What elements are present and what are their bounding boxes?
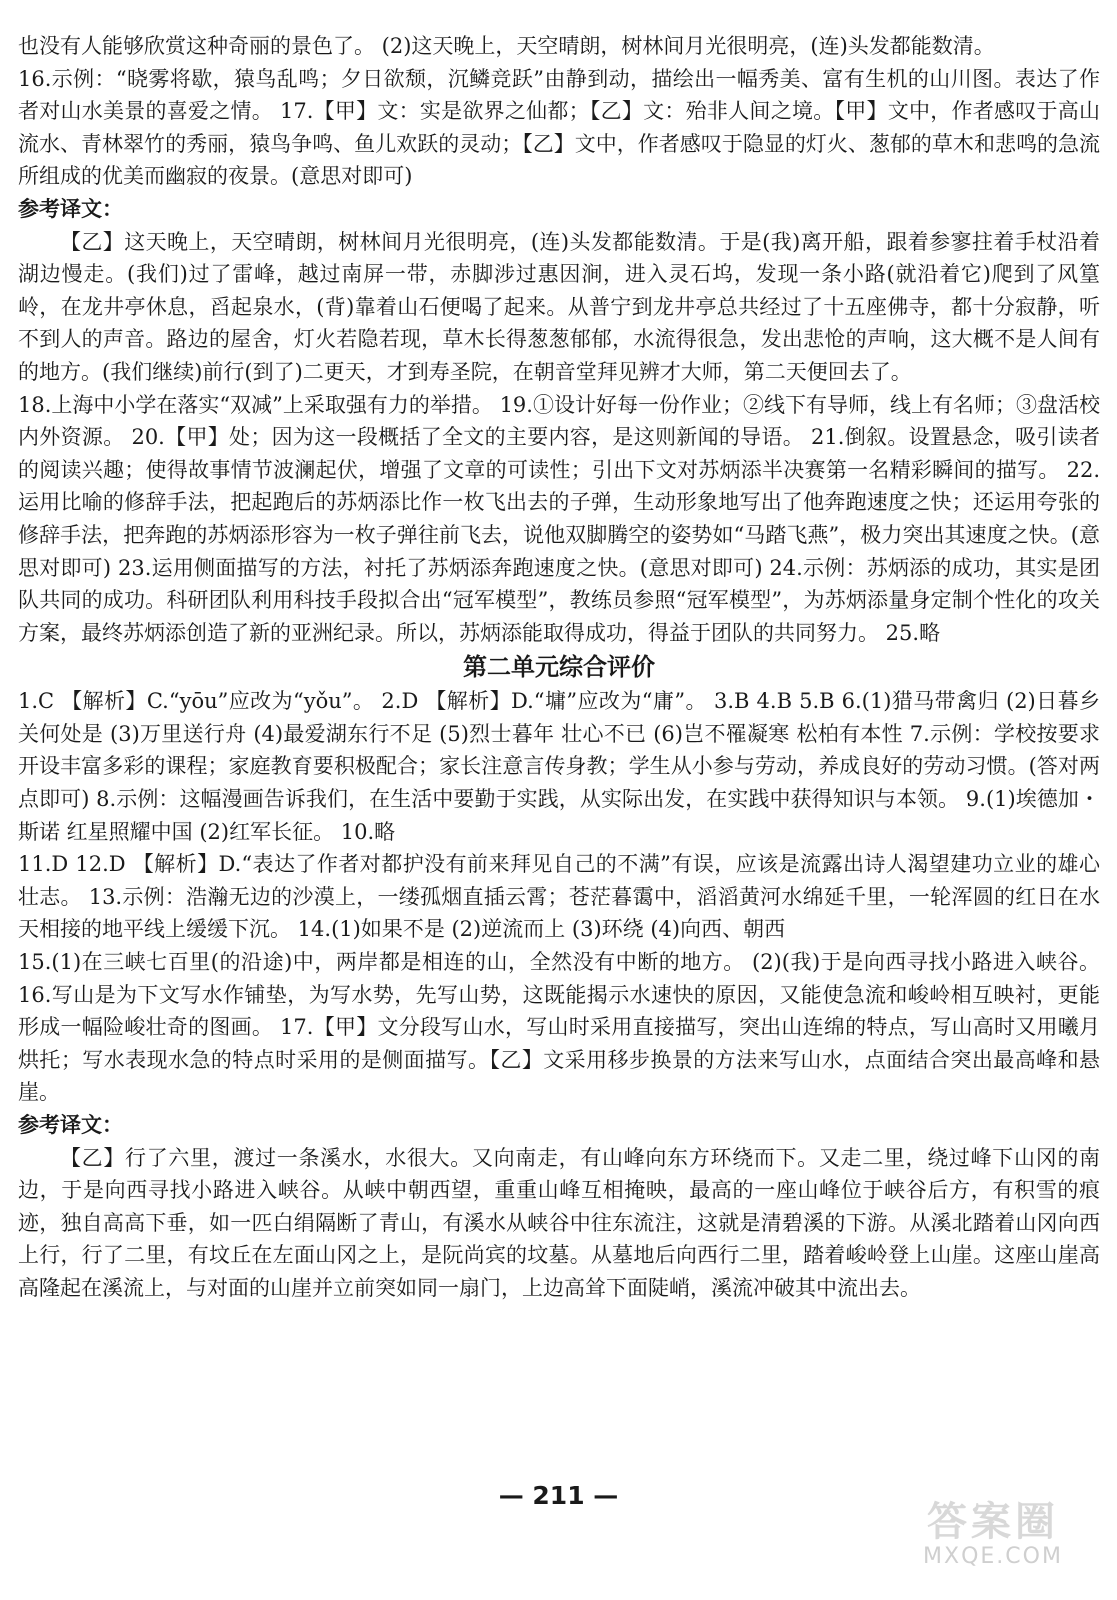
reference-translation-1: 【乙】这天晚上，天空晴朗，树林间月光很明亮，(连)头发都能数清。于是(我)离开船，跟着参寥拄着手杖沿着湖边慢走。(我们)过了雷峰，越过南屏一带，赤脚涉过惠因涧，进入灵石坞，发现一条小路(就沿着它)爬到了风篁岭，在龙井亭休息，舀起泉水，(背)靠着山石便喝了起来。从普宁到龙井亭总共经过了十五座佛寺，都十分寂静，听不到人的声音。路边的屋舍，灯火若隐若现，草木长得葱葱郁郁，水流得很急，发出悲怆的声响，这大概不是人间有的地方。(我们继续)前行(到了)二更天，才到寿圣院，在朝音堂拜见辨才大师，第二天便回去了。 (18, 229, 1100, 384)
paragraph-answers-16-17: 16.示例：“晓雾将歇，猿鸟乱鸣；夕日欲颓，沉鳞竞跃”由静到动，描绘出一幅秀美、富有生机的山川图。表达了作者对山水美景的喜爱之情。 17.【甲】文：实是欲界之仙都；【乙】文：殆非人间之境。【甲】文中，作者感叹于高山流水、青林翠竹的秀丽，猿鸟争鸣、鱼儿欢跃的灵动；【乙】文中，作者感叹于隐显的灯火、葱郁的草木和悲鸣的急流所组成的优美而幽寂的夜景。(意思对即可) (18, 66, 1100, 189)
paragraph-continuation: 也没有人能够欣赏这种奇丽的景色了。 (2)这天晚上，天空晴朗，树林间月光很明亮，(连)头发都能数清。 (18, 34, 995, 58)
reference-translation-label: 参考译文： (18, 195, 123, 221)
paragraph-answers-15-17: 15.(1)在三峡七百里(的沿途)中，两岸都是相连的山，全然没有中断的地方。 (2)(我)于是向西寻找小路进入峡谷。 16.写山是为下文写水作铺垫，为写水势，先写山势，这既能揭示水速快的原因，又能使急流和峻岭相互映衬，更能形成一幅险峻壮奇的图画。 17.【甲】文分段写山水，写山时采用直接描写，突出山连绵的特点，写山高时又用曦月烘托；写水表现水急的特点时采用的是侧面描写。【乙】文采用移步换景的方法来写山水，点面结合突出最高峰和悬崖。 (18, 950, 1100, 1105)
reference-translation-label-2: 参考译文： (18, 1112, 123, 1137)
section-heading: 第二单元综合评价 (463, 653, 655, 682)
page-number: — 211 — (498, 1481, 619, 1510)
watermark-url: MXQE.COM (923, 1544, 1063, 1569)
answer-page (18, 30, 1100, 1305)
paragraph-answers-1-10: 1.C 【解析】C.“yōu”应改为“yǒu”。 2.D 【解析】D.“墉”应改为“庸”。 3.B 4.B 5.B 6.(1)猎马带禽归 (2)日暮乡关何处是 (3)万里送行舟 (4)最爱湖东行不足 (5)烈士暮年 壮心不已 (6)岂不罹凝寒 松柏有本性 7.示例：学校按要求开设丰富多彩的课程；家庭教育要积极配合；家长注意言传身教；学生从小参与劳动，养成良好的劳动习惯。(答对两点即可) 8.示例：这幅漫画告诉我们，在生活中要勤于实践，从实际出发，在实践中获得知识与本领。 9.(1)埃德加・斯诺 红星照耀中国 (2)红军长征。 10.略 (18, 689, 1100, 844)
reference-translation-2: 【乙】行了六里，渡过一条溪水，水很大。又向南走，有山峰向东方环绕而下。又走二里，绕过峰下山冈的南边，于是向西寻找小路进入峡谷。从峡中朝西望，重重山峰互相掩映，最高的一座山峰位于峡谷后方，有积雪的痕迹，独自高高下垂，如一匹白绢隔断了青山，有溪水从峡谷中往东流注，这就是清碧溪的下游。从溪北踏着山冈向西上行，行了二里，有坟丘在左面山冈之上，是阮尚宾的坟墓。从墓地后向西行二里，踏着峻岭登上山崖。这座山崖高高隆起在溪流上，与对面的山崖并立前突如同一扇门，上边高耸下面陡峭，溪流冲破其中流出去。 (18, 1145, 1100, 1300)
watermark (893, 1500, 1093, 1580)
paragraph-answers-11-14: 11.D 12.D 【解析】D.“表达了作者对都护没有前来拜见自己的不满”有误，应该是流露出诗人渴望建功立业的雄心壮志。 13.示例：浩瀚无边的沙漠上，一缕孤烟直插云霄；苍茫暮霭中，滔滔黄河水绵延千里，一轮浑圆的红日在水天相接的地平线上缓缓下沉。 14.(1)如果不是 (2)逆流而上 (3)环绕 (4)向西、朝西 (18, 852, 1100, 942)
paragraph-answers-18-25: 18.上海中小学在落实“双减”上采取强有力的举措。 19.①设计好每一份作业；②线下有导师，线上有名师；③盘活校内外资源。 20.【甲】处；因为这一段概括了全文的主要内容，是这则新闻的导语。 21.倒叙。设置悬念，吸引读者的阅读兴趣；使得故事情节波澜起伏，增强了文章的可读性；引出下文对苏炳添半决赛第一名精彩瞬间的描写。 22.运用比喻的修辞手法，把起跑后的苏炳添比作一枚飞出去的子弹，生动形象地写出了他奔跑速度之快；还运用夸张的修辞手法，把奔跑的苏炳添形容为一枚子弹往前飞去，说他双脚腾空的姿势如“马踏飞燕”，极力突出其速度之快。(意思对即可) 23.运用侧面描写的方法，衬托了苏炳添奔跑速度之快。(意思对即可) 24.示例：苏炳添的成功，其实是团队共同的成功。科研团队利用科技手段拟合出“冠军模型”，教练员参照“冠军模型”，为苏炳添量身定制个性化的攻关方案，最终苏炳添创造了新的亚洲纪录。所以，苏炳添能取得成功，得益于团队的共同努力。 25.略 (18, 392, 1100, 645)
watermark-logo: 答案圈 (927, 1499, 1059, 1545)
